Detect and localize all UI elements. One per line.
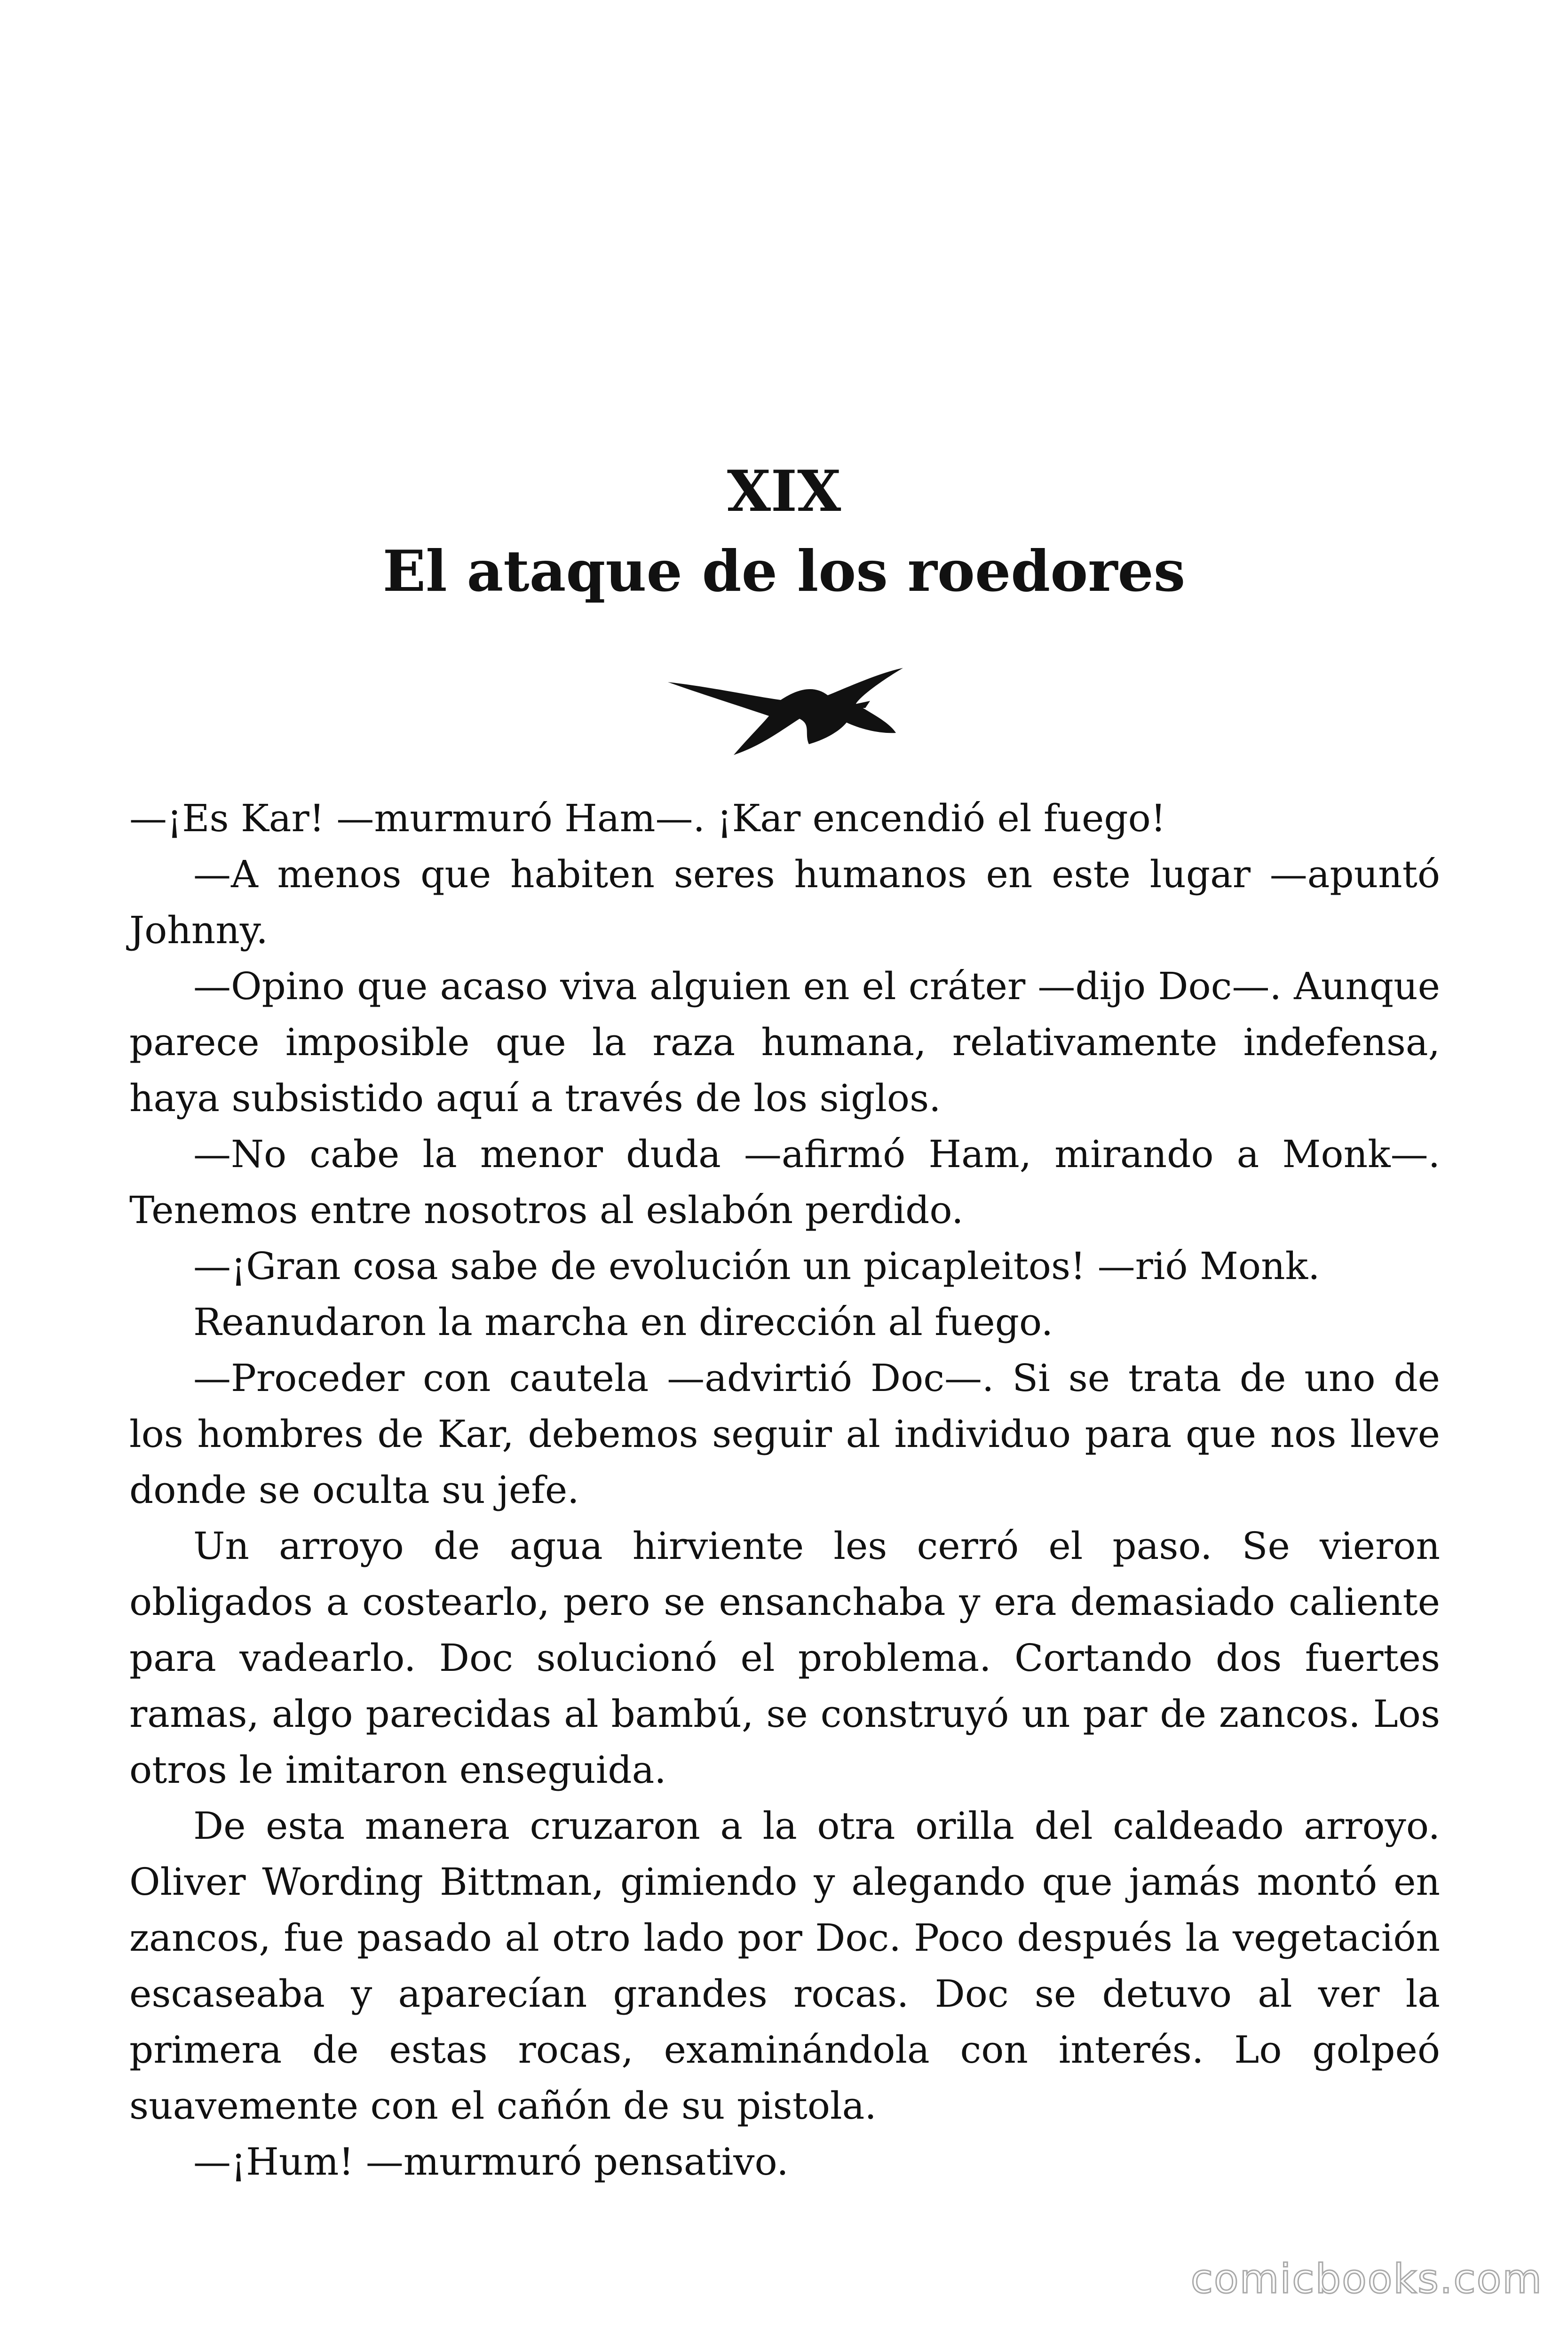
paragraph: —Proceder con cautela —advirtió Doc—. Si se trata de uno de los hombres de Kar, debemos seguir al individuo para que nos lleve donde se oculta su jefe. [129, 1356, 1440, 1512]
paragraph: De esta manera cruzaron a la otra orilla del caldeado arroyo. Oliver Wording Bittman, gimiendo y alegando que jamás montó en zancos, fue pasado al otro lado por Doc. Poco después la vegetación escaseaba y aparecían grandes rocas. Doc se detuvo al ver la primera de estas rocas, examinándola con interés. Lo golpeó suavemente con el cañón de su pistola. [129, 1804, 1440, 2128]
paragraph: —A menos que habiten seres humanos en este lugar —apuntó Johnny. [129, 852, 1440, 952]
paragraph: Un arroyo de agua hirviente les cerró el paso. Se vieron obligados a costearlo, pero se ensanchaba y era demasiado caliente para vadearlo. Doc solucionó el problema. Cortando dos fuertes ramas, algo parecidas al bambú, se construyó un par de zancos. Los otros le imitaron enseguida. [129, 1524, 1440, 1792]
flying-bird-icon [658, 663, 912, 757]
chapter-title: El ataque de los roedores [382, 538, 1186, 604]
chapter-number: XIX [727, 458, 841, 524]
paragraph: —¡Gran cosa sabe de evolución un picapleitos! —rió Monk. [193, 1244, 1320, 1288]
paragraph: —¡Es Kar! —murmuró Ham—. ¡Kar encendió el fuego! [129, 796, 1166, 840]
paragraph: —¡Hum! —murmuró pensativo. [193, 2140, 789, 2184]
watermark: comicbooks.com [1190, 2256, 1543, 2303]
paragraph: —Opino que acaso viva alguien en el cráter —dijo Doc—. Aunque parece imposible que la raza humana, relativamente indefensa, haya subsistido aquí a través de los siglos. [129, 964, 1440, 1120]
paragraph: —No cabe la menor duda —afirmó Ham, mirando a Monk—. Tenemos entre nosotros al eslabón perdido. [129, 1132, 1440, 1232]
chapter-text [129, 790, 1440, 2190]
paragraph: Reanudaron la marcha en dirección al fuego. [193, 1300, 1053, 1344]
